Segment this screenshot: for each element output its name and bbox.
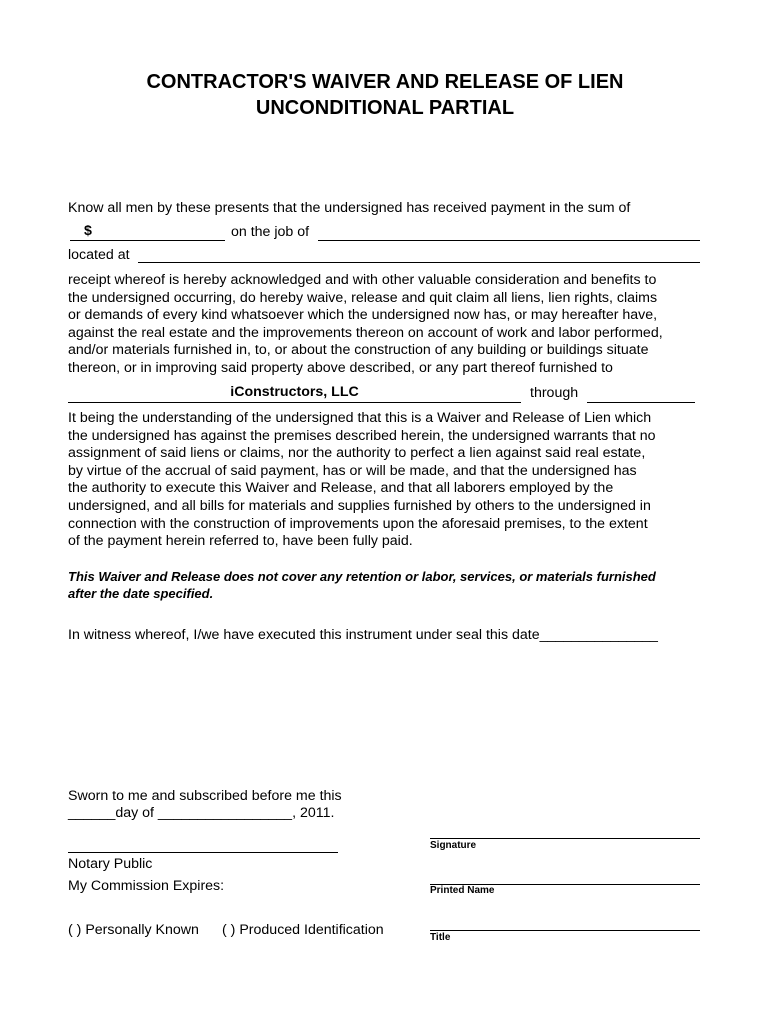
through-date-field[interactable] — [587, 402, 695, 403]
paragraph-line: thereon, or in improving said property above described, or any part thereof furnished to — [68, 359, 613, 376]
title-label: Title — [430, 932, 451, 943]
currency-symbol: $ — [84, 223, 92, 239]
furnished-to-field[interactable] — [68, 402, 521, 403]
paragraph-line: It being the understanding of the undersigned that this is a Waiver and Release of Lien which — [68, 410, 652, 426]
understanding-paragraph — [68, 410, 656, 551]
paragraph-line: and/or materials furnished in, to, or about the construction of any building or buildings situate — [68, 342, 649, 359]
paragraph-line: of the payment herein referred to, have been fully paid. — [68, 533, 413, 550]
printed-name-label: Printed Name — [430, 885, 495, 896]
notary-signature-field[interactable] — [68, 852, 338, 853]
on-job-label: on the job of — [231, 224, 310, 240]
document-title — [0, 69, 770, 121]
paragraph-line: or demands of every kind whatsoever which the undersigned now has, or may hereafter have, — [68, 307, 658, 324]
paragraph-line: by virtue of the accrual of said payment, has or will be made, and that the undersigned has — [68, 462, 637, 479]
intro-text: Know all men by these presents that the undersigned has received payment in the sum of — [68, 200, 631, 216]
location-field[interactable] — [138, 262, 700, 263]
witness-statement: In witness whereof, I/we have executed this instrument under seal this date_______________ — [68, 627, 658, 643]
title-line-1: CONTRACTOR'S WAIVER AND RELEASE OF LIEN — [146, 71, 624, 93]
personally-known-checkbox[interactable]: ( ) Personally Known — [68, 922, 199, 938]
paragraph-line: receipt whereof is hereby acknowledged and with other valuable consideration and benefits to — [68, 272, 657, 288]
retention-notice — [68, 569, 656, 602]
title-field[interactable] — [430, 930, 700, 931]
sworn-line-2: ______day of _________________, 2011. — [68, 805, 335, 821]
located-label: located at — [68, 247, 130, 263]
through-label: through — [530, 385, 579, 401]
signature-label: Signature — [430, 840, 477, 851]
paragraph-line: connection with the construction of improvements upon the aforesaid premises, to the extent — [68, 515, 648, 532]
job-field[interactable] — [318, 240, 700, 241]
signature-field[interactable] — [430, 838, 700, 839]
paragraph-line: undersigned, and all bills for materials and supplies furnished by others to the undersigned in — [68, 497, 651, 514]
company-name: iConstructors, LLC — [230, 384, 359, 400]
receipt-paragraph — [68, 272, 663, 378]
notice-line: after the date specified. — [68, 585, 214, 601]
paragraph-line: the undersigned occurring, do hereby waive, release and quit claim all liens, lien rights, claims — [68, 289, 658, 306]
paragraph-line: assignment of said liens or claims, nor the authority to perfect a lien against said real estate, — [68, 445, 646, 462]
paragraph-line: against the real estate and the improvements thereon on account of work and labor performed, — [68, 324, 663, 341]
notice-line: This Waiver and Release does not cover any retention or labor, services, or materials furnished — [68, 569, 656, 584]
amount-field[interactable] — [70, 240, 225, 241]
commission-expires-label: My Commission Expires: — [68, 878, 225, 894]
sworn-line-1: Sworn to me and subscribed before me this — [68, 788, 342, 804]
produced-id-checkbox[interactable]: ( ) Produced Identification — [222, 922, 384, 938]
title-line-2: UNCONDITIONAL PARTIAL — [255, 97, 515, 119]
paragraph-line: the undersigned has against the premises described herein, the undersigned warrants that no — [68, 427, 656, 444]
notary-public-label: Notary Public — [68, 856, 153, 872]
paragraph-line: the authority to execute this Waiver and Release, and that all laborers employed by the — [68, 480, 614, 497]
